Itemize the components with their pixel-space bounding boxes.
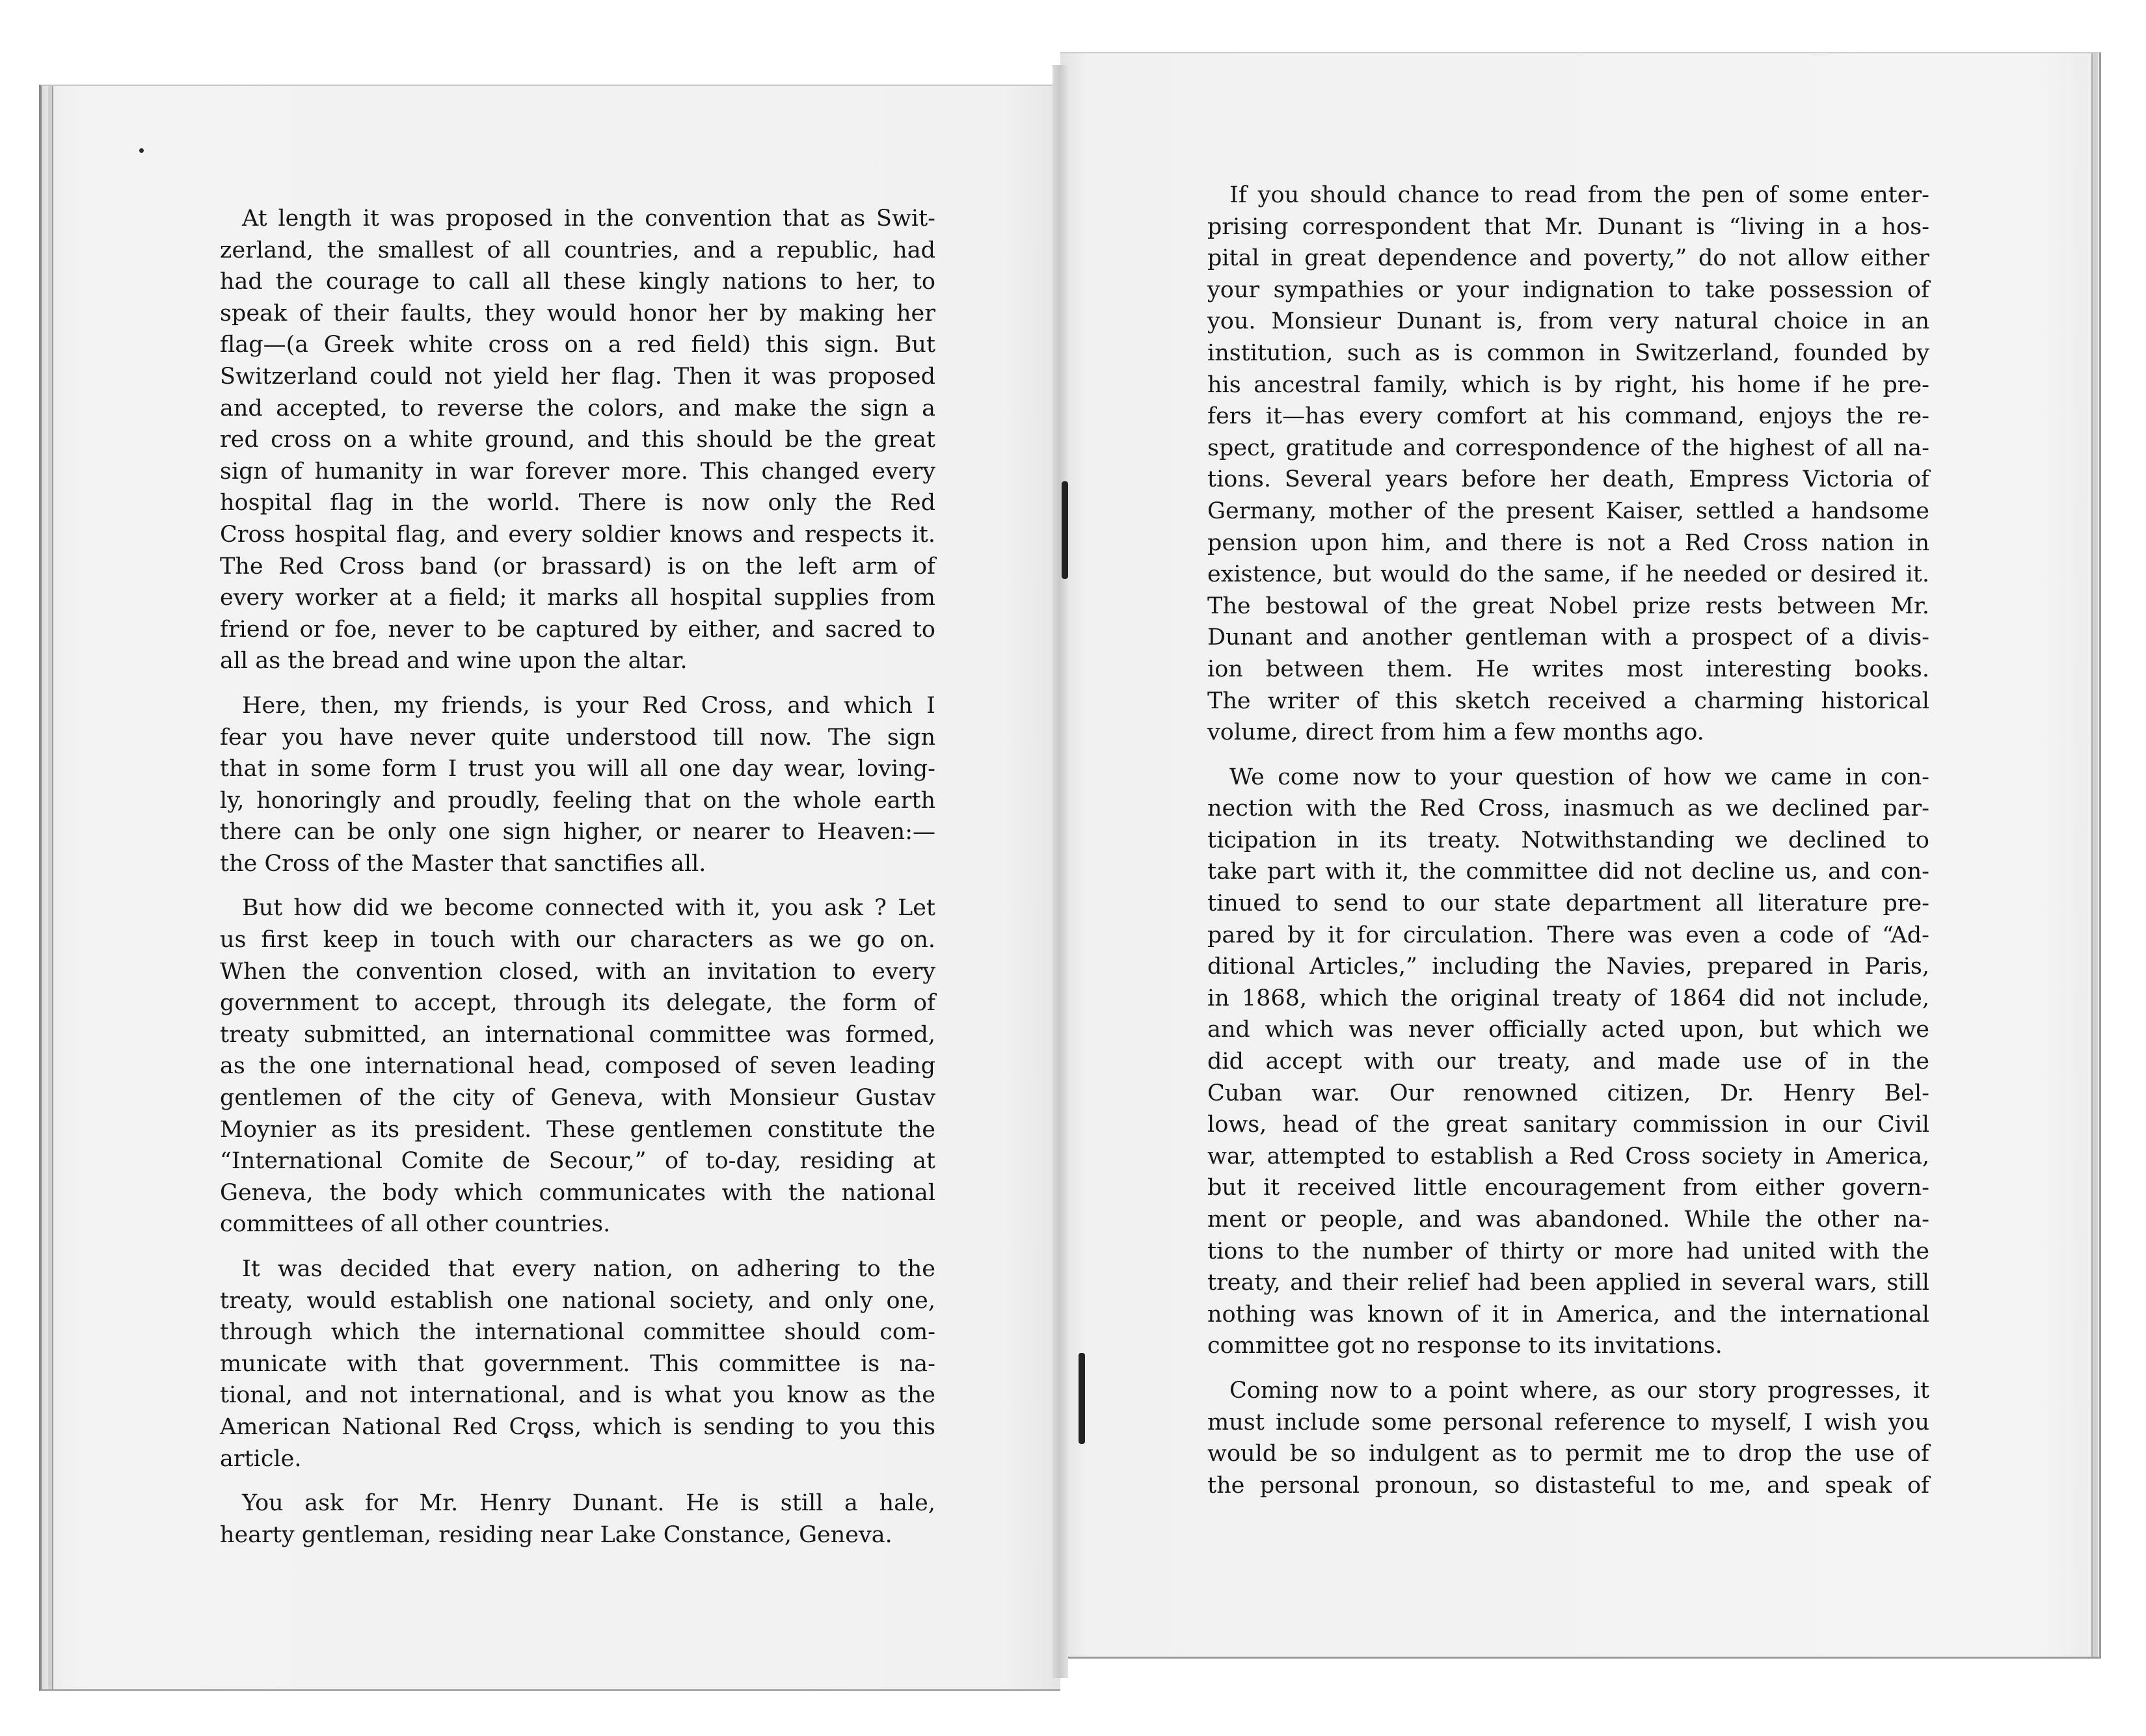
- text-line: friend or foe, never to be captured by either, and sacred to: [220, 616, 935, 643]
- text-line: every worker at a field; it marks all hospital supplies from: [220, 585, 935, 611]
- text-line: red cross on a white ground, and this should be the great: [220, 427, 935, 453]
- text-line: through which the international committee should com-: [220, 1319, 935, 1346]
- text-line: your sympathies or your indignation to take possession of: [1207, 276, 1929, 303]
- paragraph-gap: [220, 1475, 935, 1488]
- text-line: Moynier as its president. These gentlemen constitute the: [220, 1116, 935, 1143]
- text-line: fers it—has every comfort at his command, enjoys the re-: [1207, 403, 1929, 430]
- text-line: fear you have never quite understood till now. The sign: [220, 724, 935, 751]
- text-line: article.: [220, 1445, 302, 1472]
- text-line: You ask for Mr. Henry Dunant. He is still a hale,: [242, 1490, 935, 1517]
- text-line: spect, gratitude and correspondence of the highest of all na-: [1207, 434, 1929, 461]
- text-line: If you should chance to read from the pen of some enter-: [1229, 182, 1929, 208]
- text-line: war, attempted to establish a Red Cross society in America,: [1207, 1143, 1929, 1169]
- text-line: and which was never officially acted upon, but which we: [1207, 1017, 1929, 1043]
- text-line: treaty submitted, an international committee was formed,: [220, 1021, 935, 1048]
- text-line: At length it was proposed in the convention that as Swit-: [242, 206, 935, 232]
- text-line: that in some form I trust you will all one day wear, loving-: [220, 756, 935, 782]
- text-line: treaty, and their relief had been applied in several wars, still: [1207, 1270, 1929, 1296]
- text-line: zerland, the smallest of all countries, and a republic, had: [220, 237, 935, 263]
- text-line: tional, and not international, and is what you know as the: [220, 1382, 935, 1409]
- text-line: hearty gentleman, residing near Lake Constance, Geneva.: [220, 1521, 892, 1548]
- text-line: the personal pronoun, so distasteful to me, and speak of: [1207, 1472, 1929, 1499]
- paragraph: [220, 690, 935, 880]
- paragraph-gap: [1207, 1362, 1929, 1375]
- text-line: you. Monsieur Dunant is, from very natural choice in an: [1207, 308, 1929, 335]
- text-line: Cross hospital flag, and every soldier knows and respects it.: [220, 521, 935, 548]
- text-line: institution, such as is common in Switzerland, founded by: [1207, 340, 1929, 366]
- text-line: existence, but would do the same, if he needed or desired it.: [1207, 561, 1929, 588]
- text-line: American National Red Cross, which is sending to you this: [220, 1413, 935, 1440]
- text-line: committees of all other countries.: [220, 1211, 611, 1238]
- text-line: pension upon him, and there is not a Red Cross nation in: [1207, 529, 1929, 556]
- text-line: tinued to send to our state department all literature pre-: [1207, 890, 1929, 917]
- text-line: flag—(a Greek white cross on a red field) this sign. But: [220, 332, 935, 358]
- text-line: in 1868, which the original treaty of 1864 did not include,: [1207, 985, 1929, 1011]
- text-line: speak of their faults, they would honor her by making her: [220, 300, 935, 327]
- text-line: prising correspondent that Mr. Dunant is “living in a hos-: [1207, 213, 1929, 240]
- text-line: But how did we become connected with it, you ask ? Let: [242, 895, 935, 922]
- text-line: government to accept, through its delegate, the form of: [220, 990, 935, 1017]
- text-line: Here, then, my friends, is your Red Cross, and which I: [242, 692, 935, 719]
- binding-gutter: [1053, 65, 1068, 1678]
- left-page-text: [220, 203, 935, 1551]
- paragraph: [1207, 180, 1929, 749]
- right-page-text: [1207, 180, 1929, 1501]
- text-line: ticipation in its treaty. Notwithstanding we declined to: [1207, 827, 1929, 853]
- text-line: there can be only one sign higher, or nearer to Heaven:—: [220, 819, 935, 846]
- text-line: tions to the number of thirty or more had united with the: [1207, 1238, 1929, 1264]
- text-line: lows, head of the great sanitary commission in our Civil: [1207, 1112, 1929, 1138]
- text-line: nothing was known of it in America, and the international: [1207, 1301, 1929, 1328]
- paragraph-gap: [1207, 749, 1929, 762]
- text-line: pital in great dependence and poverty,” do not allow either: [1207, 245, 1929, 272]
- paragraph-gap: [220, 1240, 935, 1253]
- paragraph: [220, 1253, 935, 1475]
- text-line: Dunant and another gentleman with a prospect of a divis-: [1207, 624, 1929, 651]
- text-line: It was decided that every nation, on adhering to the: [242, 1256, 935, 1282]
- text-line: ment or people, and was abandoned. While the other na-: [1207, 1207, 1929, 1233]
- text-line: pared by it for circulation. There was even a code of “Ad-: [1207, 922, 1929, 948]
- paragraph: [220, 203, 935, 677]
- paragraph: [1207, 1375, 1929, 1501]
- text-line: but it received little encouragement from either govern-: [1207, 1175, 1929, 1201]
- text-line: The Red Cross band (or brassard) is on the left arm of: [220, 553, 935, 580]
- text-line: and accepted, to reverse the colors, and make the sign a: [220, 395, 935, 421]
- text-line: ly, honoringly and proudly, feeling that on the whole earth: [220, 787, 935, 814]
- text-line: We come now to your question of how we came in con-: [1229, 764, 1929, 790]
- text-line: committee got no response to its invitations.: [1207, 1333, 1723, 1359]
- text-line: When the convention closed, with an invitation to every: [220, 958, 935, 985]
- text-line: volume, direct from him a few months ago.: [1207, 719, 1704, 746]
- staple-bottom: [1079, 1353, 1085, 1444]
- text-line: nection with the Red Cross, inasmuch as we declined par-: [1207, 795, 1929, 822]
- text-line: sign of humanity in war forever more. This changed every: [220, 458, 935, 485]
- ink-speck: [139, 148, 144, 153]
- paragraph: [220, 1488, 935, 1551]
- paragraph: [220, 892, 935, 1240]
- text-line: had the courage to call all these kingly nations to her, to: [220, 269, 935, 295]
- text-line: his ancestral family, which is by right, his home if he pre-: [1207, 371, 1929, 398]
- text-line: ditional Articles,” including the Navies, prepared in Paris,: [1207, 954, 1929, 980]
- text-line: would be so indulgent as to permit me to drop the use of: [1207, 1441, 1929, 1467]
- text-line: as the one international head, composed of seven leading: [220, 1053, 935, 1080]
- text-line: must include some personal reference to myself, I wish you: [1207, 1409, 1929, 1436]
- text-line: ion between them. He writes most interesting books.: [1207, 656, 1929, 682]
- text-line: hospital flag in the world. There is now only the Red: [220, 490, 935, 516]
- text-line: gentlemen of the city of Geneva, with Monsieur Gustav: [220, 1085, 935, 1112]
- text-line: Switzerland could not yield her flag. Then it was proposed: [220, 363, 935, 390]
- text-line: Geneva, the body which communicates with the national: [220, 1179, 935, 1206]
- text-line: tions. Several years before her death, Empress Victoria of: [1207, 466, 1929, 493]
- text-line: Germany, mother of the present Kaiser, settled a handsome: [1207, 498, 1929, 524]
- text-line: “International Comite de Secour,” of to-day, residing at: [220, 1148, 935, 1175]
- text-line: municate with that government. This committee is na-: [220, 1350, 935, 1377]
- text-line: the Cross of the Master that sanctifies all.: [220, 850, 706, 877]
- text-line: Cuban war. Our renowned citizen, Dr. Henry Bel-: [1207, 1080, 1929, 1106]
- text-line: The bestowal of the great Nobel prize rests between Mr.: [1207, 593, 1929, 619]
- staple-top: [1062, 481, 1068, 579]
- text-line: did accept with our treaty, and made use of in the: [1207, 1048, 1929, 1075]
- text-line: us first keep in touch with our characters as we go on.: [220, 927, 935, 954]
- paragraph-gap: [220, 879, 935, 892]
- paragraph-gap: [220, 677, 935, 690]
- text-line: take part with it, the committee did not decline us, and con-: [1207, 859, 1929, 885]
- text-line: treaty, would establish one national society, and only one,: [220, 1287, 935, 1314]
- paragraph: [1207, 762, 1929, 1362]
- text-line: Coming now to a point where, as our story progresses, it: [1229, 1377, 1929, 1404]
- text-line: all as the bread and wine upon the altar.: [220, 648, 688, 674]
- text-line: The writer of this sketch received a charming historical: [1207, 688, 1929, 714]
